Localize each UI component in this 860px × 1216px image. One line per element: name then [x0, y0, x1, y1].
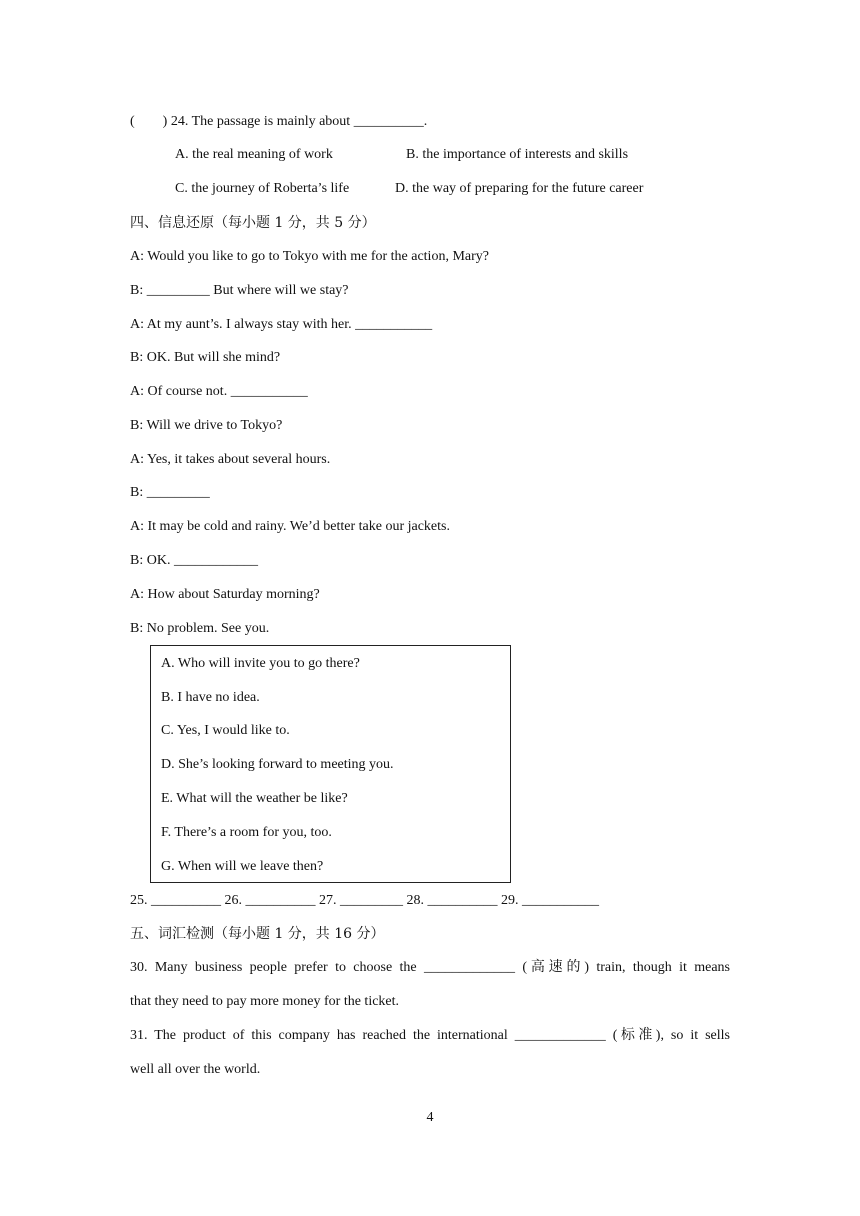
page-number: 4	[426, 1110, 434, 1125]
dialogue-line: A: Of course not. ___________	[130, 384, 308, 399]
question-24-stem: ( ) 24. The passage is mainly about __________.	[130, 114, 428, 129]
question-31-line-2: well all over the world.	[130, 1062, 261, 1077]
dialogue-line: B: _________ But where will we stay?	[130, 283, 349, 298]
choice-g: G. When will we leave then?	[161, 859, 324, 874]
dialogue-line: A: How about Saturday morning?	[130, 587, 320, 602]
section-4-heading: 四、信息还原（每小题 1 分，共 5 分）	[130, 215, 376, 231]
question-30-line-1: 30. Many business people prefer to choose the _____________ (高速的) train, though it means	[130, 960, 730, 975]
q24-option-d: D. the way of preparing for the future career	[395, 181, 644, 196]
answer-blanks: 25. __________ 26. __________ 27. _________ 28. __________ 29. ___________	[130, 893, 599, 908]
dialogue-line: A: Would you like to go to Tokyo with me for the action, Mary?	[130, 249, 489, 264]
choice-d: D. She’s looking forward to meeting you.	[161, 757, 394, 772]
choice-b: B. I have no idea.	[161, 690, 260, 705]
dialogue-line: B: OK. But will she mind?	[130, 350, 281, 365]
q24-option-c: C. the journey of Roberta’s life	[175, 181, 350, 196]
choices-box	[150, 645, 511, 883]
choice-a: A. Who will invite you to go there?	[161, 656, 360, 671]
dialogue-line: B: OK. ____________	[130, 553, 258, 568]
q24-option-a: A. the real meaning of work	[175, 147, 333, 162]
dialogue-line: A: Yes, it takes about several hours.	[130, 452, 331, 467]
section-5-heading: 五、词汇检测（每小题 1 分，共 16 分）	[130, 926, 385, 942]
dialogue-line: B: Will we drive to Tokyo?	[130, 418, 283, 433]
q24-option-b: B. the importance of interests and skills	[406, 147, 629, 162]
choice-e: E. What will the weather be like?	[161, 791, 348, 806]
dialogue-line: A: It may be cold and rainy. We’d better take our jackets.	[130, 519, 450, 534]
choice-f: F. There’s a room for you, too.	[161, 825, 332, 840]
question-31-line-1: 31. The product of this company has reached the international _____________ (标准), so it sells	[130, 1028, 730, 1043]
question-30-line-2: that they need to pay more money for the ticket.	[130, 994, 400, 1009]
dialogue-line: A: At my aunt’s. I always stay with her. ___________	[130, 317, 433, 332]
choice-c: C. Yes, I would like to.	[161, 723, 290, 738]
dialogue-line: B: No problem. See you.	[130, 621, 270, 636]
dialogue-line: B: _________	[130, 485, 210, 500]
